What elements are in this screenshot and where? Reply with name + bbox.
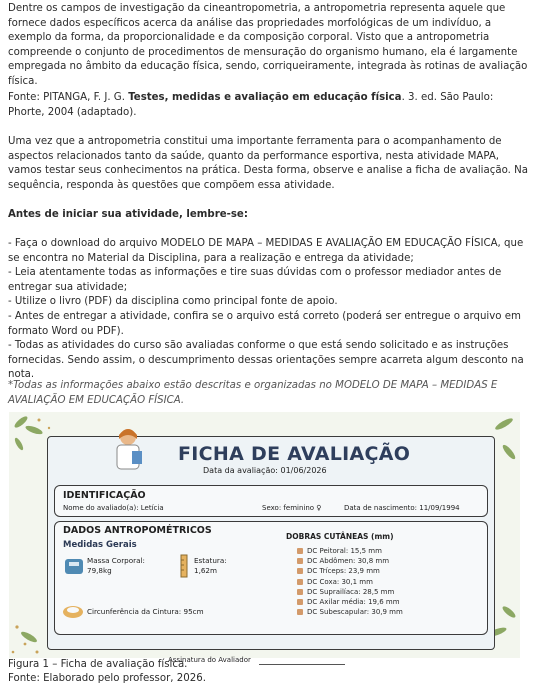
height-label: Estatura:	[194, 556, 227, 565]
patient-sex: Sexo: feminino ♀	[262, 504, 322, 512]
body-mass-value: 79,8kg	[87, 566, 112, 575]
reminder-item: - Antes de entregar a atividade, confira se o arquivo está correto (poderá ser entregue o arquivo em formato Word ou PDF).	[8, 310, 521, 337]
identification-heading: IDENTIFICAÇÃO	[63, 490, 146, 501]
skinfold-icon	[297, 589, 303, 595]
patient-birthdate: Data de nascimento: 11/09/1994	[344, 504, 460, 512]
source-citation: Fonte: PITANGA, F. J. G. Testes, medidas e avaliação em educação física. 3. ed. São Paulo: Phorte, 2004 (adaptado).	[8, 92, 494, 118]
anthropometric-heading: DADOS ANTROPOMÉTRICOS	[63, 525, 212, 536]
reminder-heading: Antes de iniciar sua atividade, lembre-se:	[8, 209, 248, 220]
evaluator-signature-label: Assinatura do Avaliador	[168, 656, 251, 664]
body-mass-label: Massa Corporal:	[87, 556, 145, 565]
reminder-item: - Utilize o livro (PDF) da disciplina como principal fonte de apoio.	[8, 296, 338, 308]
skinfold-icon	[297, 579, 303, 585]
context-paragraph: Uma vez que a antropometria constitui uma importante ferramenta para o acompanhamento de aspectos relacionados tanto da saúde, quanto da performance esportiva, nesta atividade MAPA, vamos testar seus conhecimentos na prática. Desta forma, observe e analise a ficha de avaliação. Na sequência, responda às questões que compõem essa atividade.	[8, 136, 528, 191]
figure-source: Fonte: Elaborado pelo professor, 2026.	[8, 673, 206, 684]
doctor-illustration-icon	[108, 425, 148, 471]
height-value: 1,62m	[194, 566, 218, 575]
ruler-icon	[177, 554, 191, 578]
anthropometric-section	[54, 521, 488, 635]
evaluation-date: Data da avaliação: 01/06/2026	[203, 466, 327, 475]
skinfold-item: DC Axilar média: 19,6 mm	[297, 597, 403, 607]
tape-measure-icon	[62, 602, 84, 622]
note-italic: *Todas as informações abaixo estão descritas e organizadas no MODELO DE MAPA – MEDIDAS E AVALIAÇÃO EM EDUCAÇÃO FÍSICA.	[8, 380, 498, 406]
skinfold-item: DC Subescapular: 30,9 mm	[297, 607, 403, 617]
skinfold-item: DC Suprailíaca: 28,5 mm	[297, 587, 403, 597]
figure-caption: Figura 1 – Ficha de avaliação física.	[8, 659, 188, 670]
skinfolds-heading: DOBRAS CUTÂNEAS (mm)	[286, 532, 394, 541]
signature-line	[259, 664, 345, 665]
body-mass	[87, 556, 145, 576]
waist-circumference: Circunferência da Cintura: 95cm	[87, 607, 204, 616]
intro-paragraph: Dentre os campos de investigação da cineantropometria, a antropometria representa aquele que fornece dados específicos acerca da análise das propriedades morfológicas de um indivíduo, a exemplo da forma, da proporcionalidade e da composição corporal. Visto que a antropometria compreende o conjunto de procedimentos de mensuração do organismo humano, ela é largamente empregada no âmbito da educação física, sendo, corriqueiramente, integrada às rotinas de avaliação física.	[8, 3, 528, 87]
patient-name: Nome do avaliado(a): Letícia	[63, 504, 164, 512]
skinfold-list	[297, 546, 403, 617]
skinfold-icon	[297, 558, 303, 564]
height	[194, 556, 227, 576]
skinfold-icon	[297, 599, 303, 605]
form-title: FICHA DE AVALIAÇÃO	[178, 443, 411, 465]
skinfold-icon	[297, 568, 303, 574]
identification-section	[54, 485, 488, 517]
reminder-item: - Todas as atividades do curso são avaliadas conforme o que está sendo solicitado e as instruções fornecidas. Sendo assim, o descumprimento dessas orientações sempre acarreta algum desconto na nota.	[8, 340, 524, 381]
reminder-item: - Leia atentamente todas as informações e tire suas dúvidas com o professor mediador antes de entregar sua atividade;	[8, 267, 502, 293]
evaluation-form-figure	[9, 412, 520, 664]
skinfold-item: DC Coxa: 30,1 mm	[297, 577, 403, 587]
scale-icon	[64, 556, 84, 576]
skinfold-item: DC Abdômen: 30,8 mm	[297, 556, 403, 566]
skinfold-item: DC Peitoral: 15,5 mm	[297, 546, 403, 556]
skinfold-icon	[297, 609, 303, 615]
skinfold-icon	[297, 548, 303, 554]
evaluation-card	[47, 436, 495, 664]
reminder-list	[8, 237, 528, 383]
skinfold-item: DC Tríceps: 23,9 mm	[297, 566, 403, 576]
reminder-item: - Faça o download do arquivo MODELO DE MAPA – MEDIDAS E AVALIAÇÃO EM EDUCAÇÃO FÍSICA, que se encontra no Material da Disciplina, para a realização e entrega da atividade;	[8, 238, 524, 264]
general-measures-heading: Medidas Gerais	[63, 540, 137, 550]
